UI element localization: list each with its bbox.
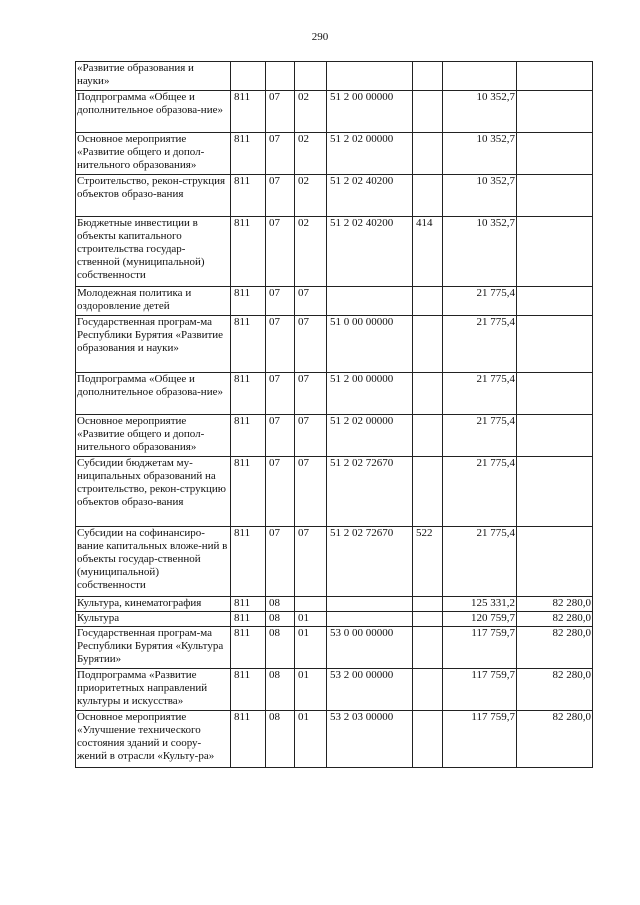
cell-amount-2 xyxy=(517,175,593,217)
cell-amount-2 xyxy=(517,217,593,287)
cell-expense-type xyxy=(413,133,443,175)
cell-ved: 811 xyxy=(231,287,266,316)
table-row xyxy=(76,287,593,316)
cell-name: Строительство, рекон-струкция объектов образо-вания xyxy=(76,175,231,217)
cell-ved: 811 xyxy=(231,627,266,669)
cell-podrazdel: 07 xyxy=(295,415,327,457)
cell-amount-1: 117 759,7 xyxy=(443,669,517,711)
cell-amount-1 xyxy=(443,62,517,91)
cell-name: Государственная програм-ма Республики Бурятия «Культура Бурятии» xyxy=(76,627,231,669)
table-row xyxy=(76,627,593,669)
table-body xyxy=(76,62,593,768)
cell-amount-1: 117 759,7 xyxy=(443,627,517,669)
cell-razdel: 07 xyxy=(266,457,295,527)
table-row xyxy=(76,316,593,373)
cell-ved: 811 xyxy=(231,597,266,612)
cell-razdel: 07 xyxy=(266,373,295,415)
cell-ved: 811 xyxy=(231,711,266,768)
cell-amount-2 xyxy=(517,457,593,527)
cell-amount-1: 21 775,4 xyxy=(443,287,517,316)
cell-razdel: 08 xyxy=(266,597,295,612)
cell-expense-type xyxy=(413,597,443,612)
cell-amount-1: 125 331,2 xyxy=(443,597,517,612)
table-row xyxy=(76,91,593,133)
cell-amount-1: 21 775,4 xyxy=(443,316,517,373)
cell-target-article: 53 2 03 00000 xyxy=(327,711,413,768)
cell-ved: 811 xyxy=(231,373,266,415)
cell-amount-2: 82 280,0 xyxy=(517,627,593,669)
cell-target-article xyxy=(327,62,413,91)
cell-ved: 811 xyxy=(231,91,266,133)
cell-name: Подпрограмма «Общее и дополнительное образова-ние» xyxy=(76,91,231,133)
cell-amount-2: 82 280,0 xyxy=(517,612,593,627)
cell-target-article: 51 2 00 00000 xyxy=(327,91,413,133)
page-number: 290 xyxy=(311,31,329,43)
cell-target-article: 53 2 00 00000 xyxy=(327,669,413,711)
cell-podrazdel: 02 xyxy=(295,175,327,217)
cell-amount-1: 10 352,7 xyxy=(443,133,517,175)
cell-target-article xyxy=(327,597,413,612)
cell-amount-2: 82 280,0 xyxy=(517,669,593,711)
cell-razdel: 07 xyxy=(266,316,295,373)
cell-expense-type xyxy=(413,316,443,373)
cell-target-article: 51 2 00 00000 xyxy=(327,373,413,415)
cell-expense-type xyxy=(413,627,443,669)
cell-razdel: 08 xyxy=(266,612,295,627)
cell-name: Культура xyxy=(76,612,231,627)
cell-amount-2 xyxy=(517,287,593,316)
cell-ved: 811 xyxy=(231,457,266,527)
cell-amount-1: 21 775,4 xyxy=(443,415,517,457)
cell-amount-2 xyxy=(517,415,593,457)
table-row xyxy=(76,457,593,527)
cell-target-article: 51 2 02 72670 xyxy=(327,457,413,527)
cell-podrazdel: 07 xyxy=(295,527,327,597)
cell-name: Культура, кинематография xyxy=(76,597,231,612)
cell-name: Основное мероприятие «Развитие общего и допол-нительного образования» xyxy=(76,415,231,457)
table-row xyxy=(76,373,593,415)
cell-name: Субсидии бюджетам му-ниципальных образований на строительство, рекон-струкцию объектов образо-вания xyxy=(76,457,231,527)
table-row xyxy=(76,527,593,597)
cell-amount-2 xyxy=(517,527,593,597)
table-row xyxy=(76,133,593,175)
cell-podrazdel: 01 xyxy=(295,669,327,711)
cell-amount-2 xyxy=(517,316,593,373)
cell-razdel: 07 xyxy=(266,91,295,133)
cell-expense-type: 522 xyxy=(413,527,443,597)
cell-amount-1: 21 775,4 xyxy=(443,527,517,597)
cell-podrazdel: 01 xyxy=(295,627,327,669)
cell-ved: 811 xyxy=(231,133,266,175)
table-row xyxy=(76,597,593,612)
cell-target-article: 51 2 02 40200 xyxy=(327,175,413,217)
cell-expense-type xyxy=(413,711,443,768)
cell-razdel: 08 xyxy=(266,627,295,669)
cell-amount-2 xyxy=(517,373,593,415)
cell-target-article: 53 0 00 00000 xyxy=(327,627,413,669)
cell-podrazdel xyxy=(295,597,327,612)
cell-podrazdel: 07 xyxy=(295,287,327,316)
cell-name: Субсидии на софинансиро-вание капитальных вложе-ний в объекты государ-ственной (муниципальной) собственности xyxy=(76,527,231,597)
cell-amount-2 xyxy=(517,133,593,175)
cell-razdel: 08 xyxy=(266,711,295,768)
cell-expense-type xyxy=(413,612,443,627)
cell-expense-type xyxy=(413,91,443,133)
cell-razdel: 07 xyxy=(266,527,295,597)
cell-amount-1: 10 352,7 xyxy=(443,91,517,133)
cell-target-article: 51 2 02 00000 xyxy=(327,415,413,457)
cell-podrazdel: 01 xyxy=(295,711,327,768)
cell-amount-1: 117 759,7 xyxy=(443,711,517,768)
cell-amount-1: 21 775,4 xyxy=(443,457,517,527)
cell-podrazdel: 01 xyxy=(295,612,327,627)
cell-podrazdel: 02 xyxy=(295,133,327,175)
table-row xyxy=(76,62,593,91)
cell-target-article: 51 2 02 72670 xyxy=(327,527,413,597)
cell-amount-2: 82 280,0 xyxy=(517,597,593,612)
cell-amount-2 xyxy=(517,62,593,91)
cell-name: Основное мероприятие «Улучшение технического состояния зданий и соору-жений в отрасли «Культу-ра» xyxy=(76,711,231,768)
cell-ved: 811 xyxy=(231,669,266,711)
table-row xyxy=(76,217,593,287)
cell-podrazdel: 07 xyxy=(295,316,327,373)
cell-expense-type: 414 xyxy=(413,217,443,287)
cell-target-article xyxy=(327,612,413,627)
cell-amount-1: 120 759,7 xyxy=(443,612,517,627)
cell-expense-type xyxy=(413,669,443,711)
cell-name: Подпрограмма «Развитие приоритетных направлений культуры и искусства» xyxy=(76,669,231,711)
cell-name: Подпрограмма «Общее и дополнительное образова-ние» xyxy=(76,373,231,415)
cell-name: Основное мероприятие «Развитие общего и допол-нительного образования» xyxy=(76,133,231,175)
cell-expense-type xyxy=(413,175,443,217)
budget-table xyxy=(75,61,593,768)
cell-expense-type xyxy=(413,373,443,415)
cell-target-article: 51 2 02 00000 xyxy=(327,133,413,175)
cell-podrazdel: 02 xyxy=(295,217,327,287)
cell-ved: 811 xyxy=(231,612,266,627)
cell-target-article: 51 0 00 00000 xyxy=(327,316,413,373)
cell-razdel: 07 xyxy=(266,287,295,316)
cell-expense-type xyxy=(413,415,443,457)
table-row xyxy=(76,415,593,457)
cell-podrazdel xyxy=(295,62,327,91)
cell-target-article xyxy=(327,287,413,316)
cell-razdel: 07 xyxy=(266,415,295,457)
cell-amount-1: 10 352,7 xyxy=(443,175,517,217)
cell-amount-2: 82 280,0 xyxy=(517,711,593,768)
table-row xyxy=(76,175,593,217)
cell-name: Молодежная политика и оздоровление детей xyxy=(76,287,231,316)
cell-expense-type xyxy=(413,457,443,527)
cell-name: Государственная програм-ма Республики Бурятия «Развитие образования и науки» xyxy=(76,316,231,373)
cell-razdel: 07 xyxy=(266,133,295,175)
cell-expense-type xyxy=(413,287,443,316)
cell-razdel xyxy=(266,62,295,91)
cell-name: «Развитие образования и науки» xyxy=(76,62,231,91)
cell-razdel: 07 xyxy=(266,217,295,287)
table-row xyxy=(76,612,593,627)
cell-razdel: 08 xyxy=(266,669,295,711)
cell-podrazdel: 07 xyxy=(295,373,327,415)
cell-ved xyxy=(231,62,266,91)
cell-podrazdel: 07 xyxy=(295,457,327,527)
cell-podrazdel: 02 xyxy=(295,91,327,133)
cell-expense-type xyxy=(413,62,443,91)
cell-amount-1: 10 352,7 xyxy=(443,217,517,287)
table-row xyxy=(76,711,593,768)
cell-ved: 811 xyxy=(231,527,266,597)
cell-amount-2 xyxy=(517,91,593,133)
table-row xyxy=(76,669,593,711)
cell-razdel: 07 xyxy=(266,175,295,217)
cell-amount-1: 21 775,4 xyxy=(443,373,517,415)
cell-ved: 811 xyxy=(231,217,266,287)
cell-ved: 811 xyxy=(231,415,266,457)
cell-name: Бюджетные инвестиции в объекты капитального строительства государ-ственной (муниципальной) собственности xyxy=(76,217,231,287)
cell-ved: 811 xyxy=(231,175,266,217)
cell-target-article: 51 2 02 40200 xyxy=(327,217,413,287)
cell-ved: 811 xyxy=(231,316,266,373)
